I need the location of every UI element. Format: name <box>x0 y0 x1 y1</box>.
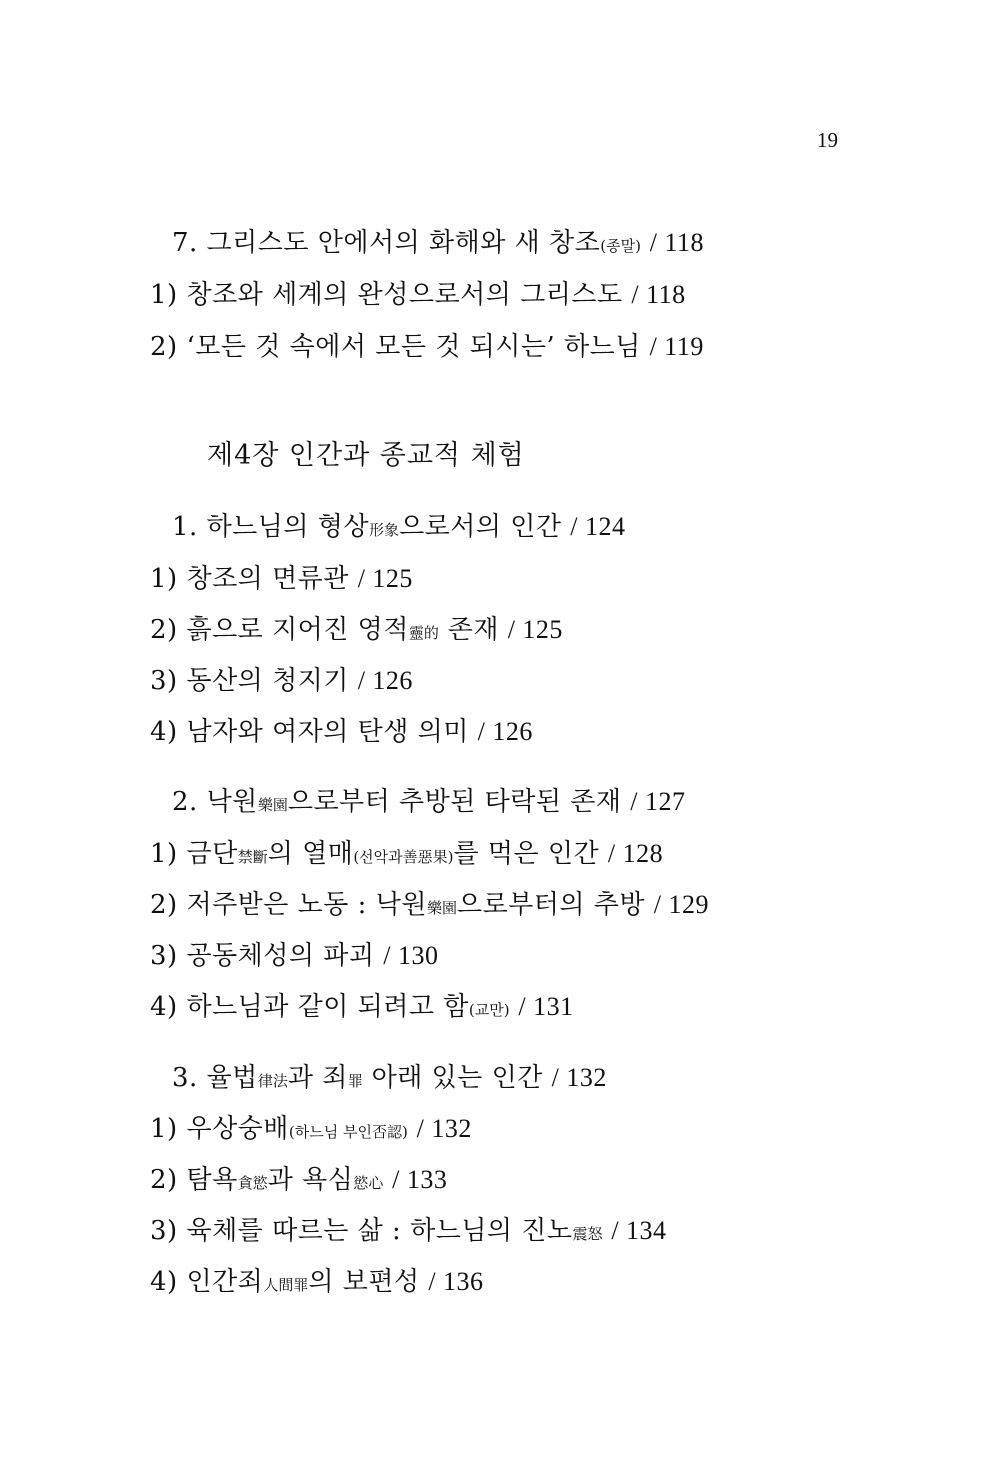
chapter-title: 제4장 인간과 종교적 체험 <box>207 440 525 471</box>
toc-section-heading[interactable]: 7. 그리스도 안에서의 화해와 새 창조(종말) / 118 <box>172 228 704 258</box>
toc-item[interactable]: 2) ‘모든 것 속에서 모든 것 되시는’ 하느님 / 119 <box>150 332 704 362</box>
toc-section-heading[interactable]: 1. 하느님의 형상形象으로서의 인간 / 124 <box>172 512 626 542</box>
toc-item[interactable]: 3) 육체를 따르는 삶 : 하느님의 진노震怒 / 134 <box>150 1216 667 1246</box>
toc-item[interactable]: 2) 흙으로 지어진 영적靈的 존재 / 125 <box>150 615 563 645</box>
toc-item[interactable]: 1) 금단禁斷의 열매(선악과善惡果)를 먹은 인간 / 128 <box>150 839 664 869</box>
toc-item[interactable]: 4) 하느님과 같이 되려고 함(교만) / 131 <box>150 992 574 1022</box>
toc-item[interactable]: 2) 탐욕貪慾과 욕심慾心 / 133 <box>150 1165 448 1195</box>
toc-section-heading[interactable]: 2. 낙원樂園으로부터 추방된 타락된 존재 / 127 <box>172 787 686 817</box>
page-number: 19 <box>817 128 838 152</box>
toc-item[interactable]: 2) 저주받은 노동 : 낙원樂園으로부터의 추방 / 129 <box>150 890 710 920</box>
toc-item[interactable]: 3) 공동체성의 파괴 / 130 <box>150 941 439 971</box>
toc-item[interactable]: 1) 창조의 면류관 / 125 <box>150 564 413 594</box>
toc-item[interactable]: 1) 우상숭배(하느님 부인否認) / 132 <box>150 1114 472 1144</box>
toc-item[interactable]: 1) 창조와 세계의 완성으로서의 그리스도 / 118 <box>150 280 686 310</box>
toc-item[interactable]: 3) 동산의 청지기 / 126 <box>150 666 413 696</box>
toc-item[interactable]: 4) 인간죄人間罪의 보편성 / 136 <box>150 1267 484 1297</box>
toc-item[interactable]: 4) 남자와 여자의 탄생 의미 / 126 <box>150 717 533 747</box>
toc-section-heading[interactable]: 3. 율법律法과 죄罪 아래 있는 인간 / 132 <box>172 1063 607 1093</box>
